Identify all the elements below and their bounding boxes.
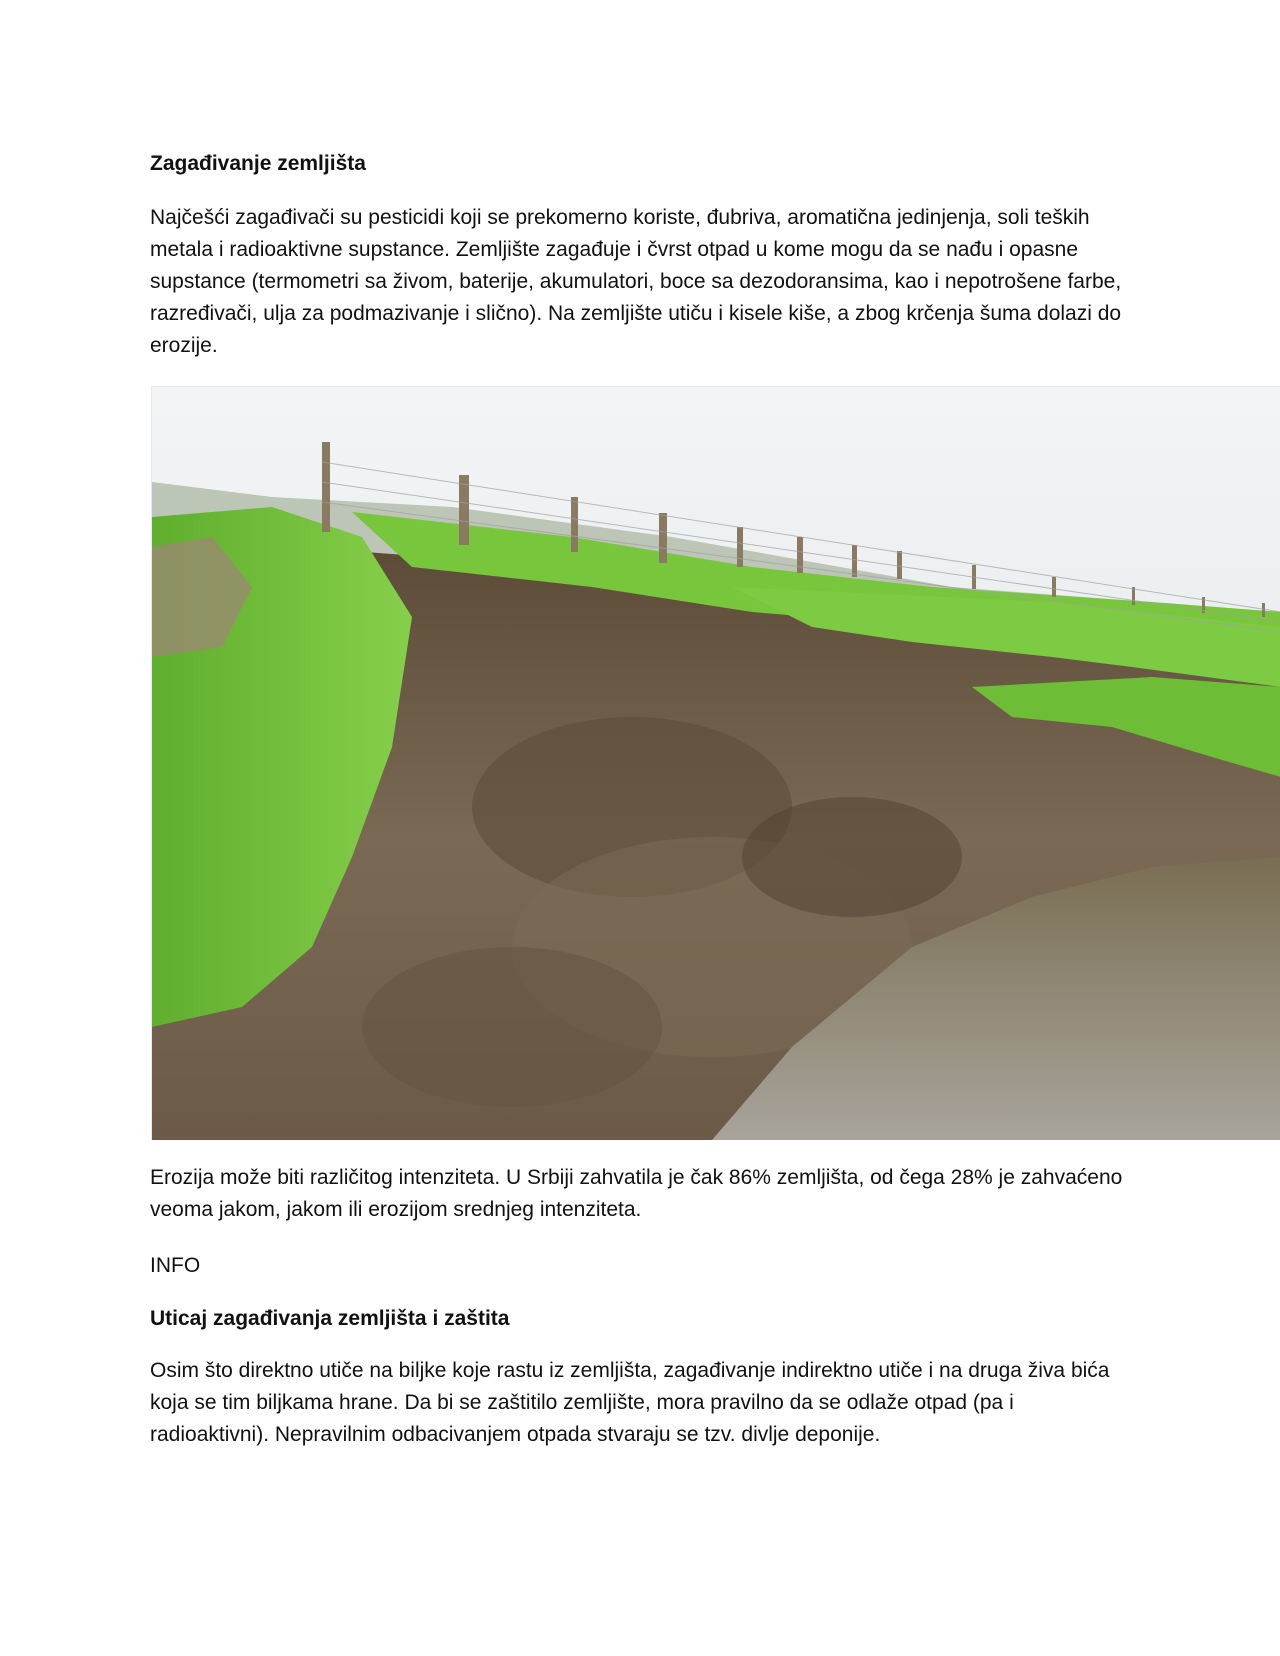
erosion-caption: Erozija može biti različitog intenziteta. U Srbiji zahvatila je čak 86% zemljišta, od čega 28% je zahvaćeno veoma jakom, jakom ili erozijom srednjeg intenziteta. bbox=[150, 1166, 1123, 1221]
paragraph-pollutants: Najčešći zagađivači su pesticidi koji se prekomerno koriste, đubriva, aromatična jedinjenja, soli teških metala i radioaktivne supstance. Zemljište zagađuje i čvrst otpad u kome mogu da se nađu i opasne supstance (termometri sa živom, baterije, akumulatori, boce sa dezodoransima, kao i nepotrošene farbe, razređivači, ulja za podmazivanje i slično). Na zemljište utiču i kisele kiše, a zbog krčenja šuma dolazi do erozije. bbox=[150, 206, 1122, 357]
info-label: INFO bbox=[150, 1254, 201, 1277]
paragraph-impact: Osim što direktno utiče na biljke koje rastu iz zemljišta, zagađivanje indirektno utiče i na druga živa bića koja se tim biljkama hrane. Da bi se zaštitilo zemljište, mora pravilno da se odlaže otpad (pa i radioaktivni). Nepravilnim odbacivanjem otpada stvaraju se tzv. divlje deponije. bbox=[150, 1359, 1110, 1446]
erosion-photo bbox=[151, 386, 1280, 1140]
heading-impact-protection: Uticaj zagađivanja zemljišta i zaštita bbox=[150, 1307, 510, 1330]
heading-soil-pollution: Zagađivanje zemljišta bbox=[150, 152, 366, 175]
